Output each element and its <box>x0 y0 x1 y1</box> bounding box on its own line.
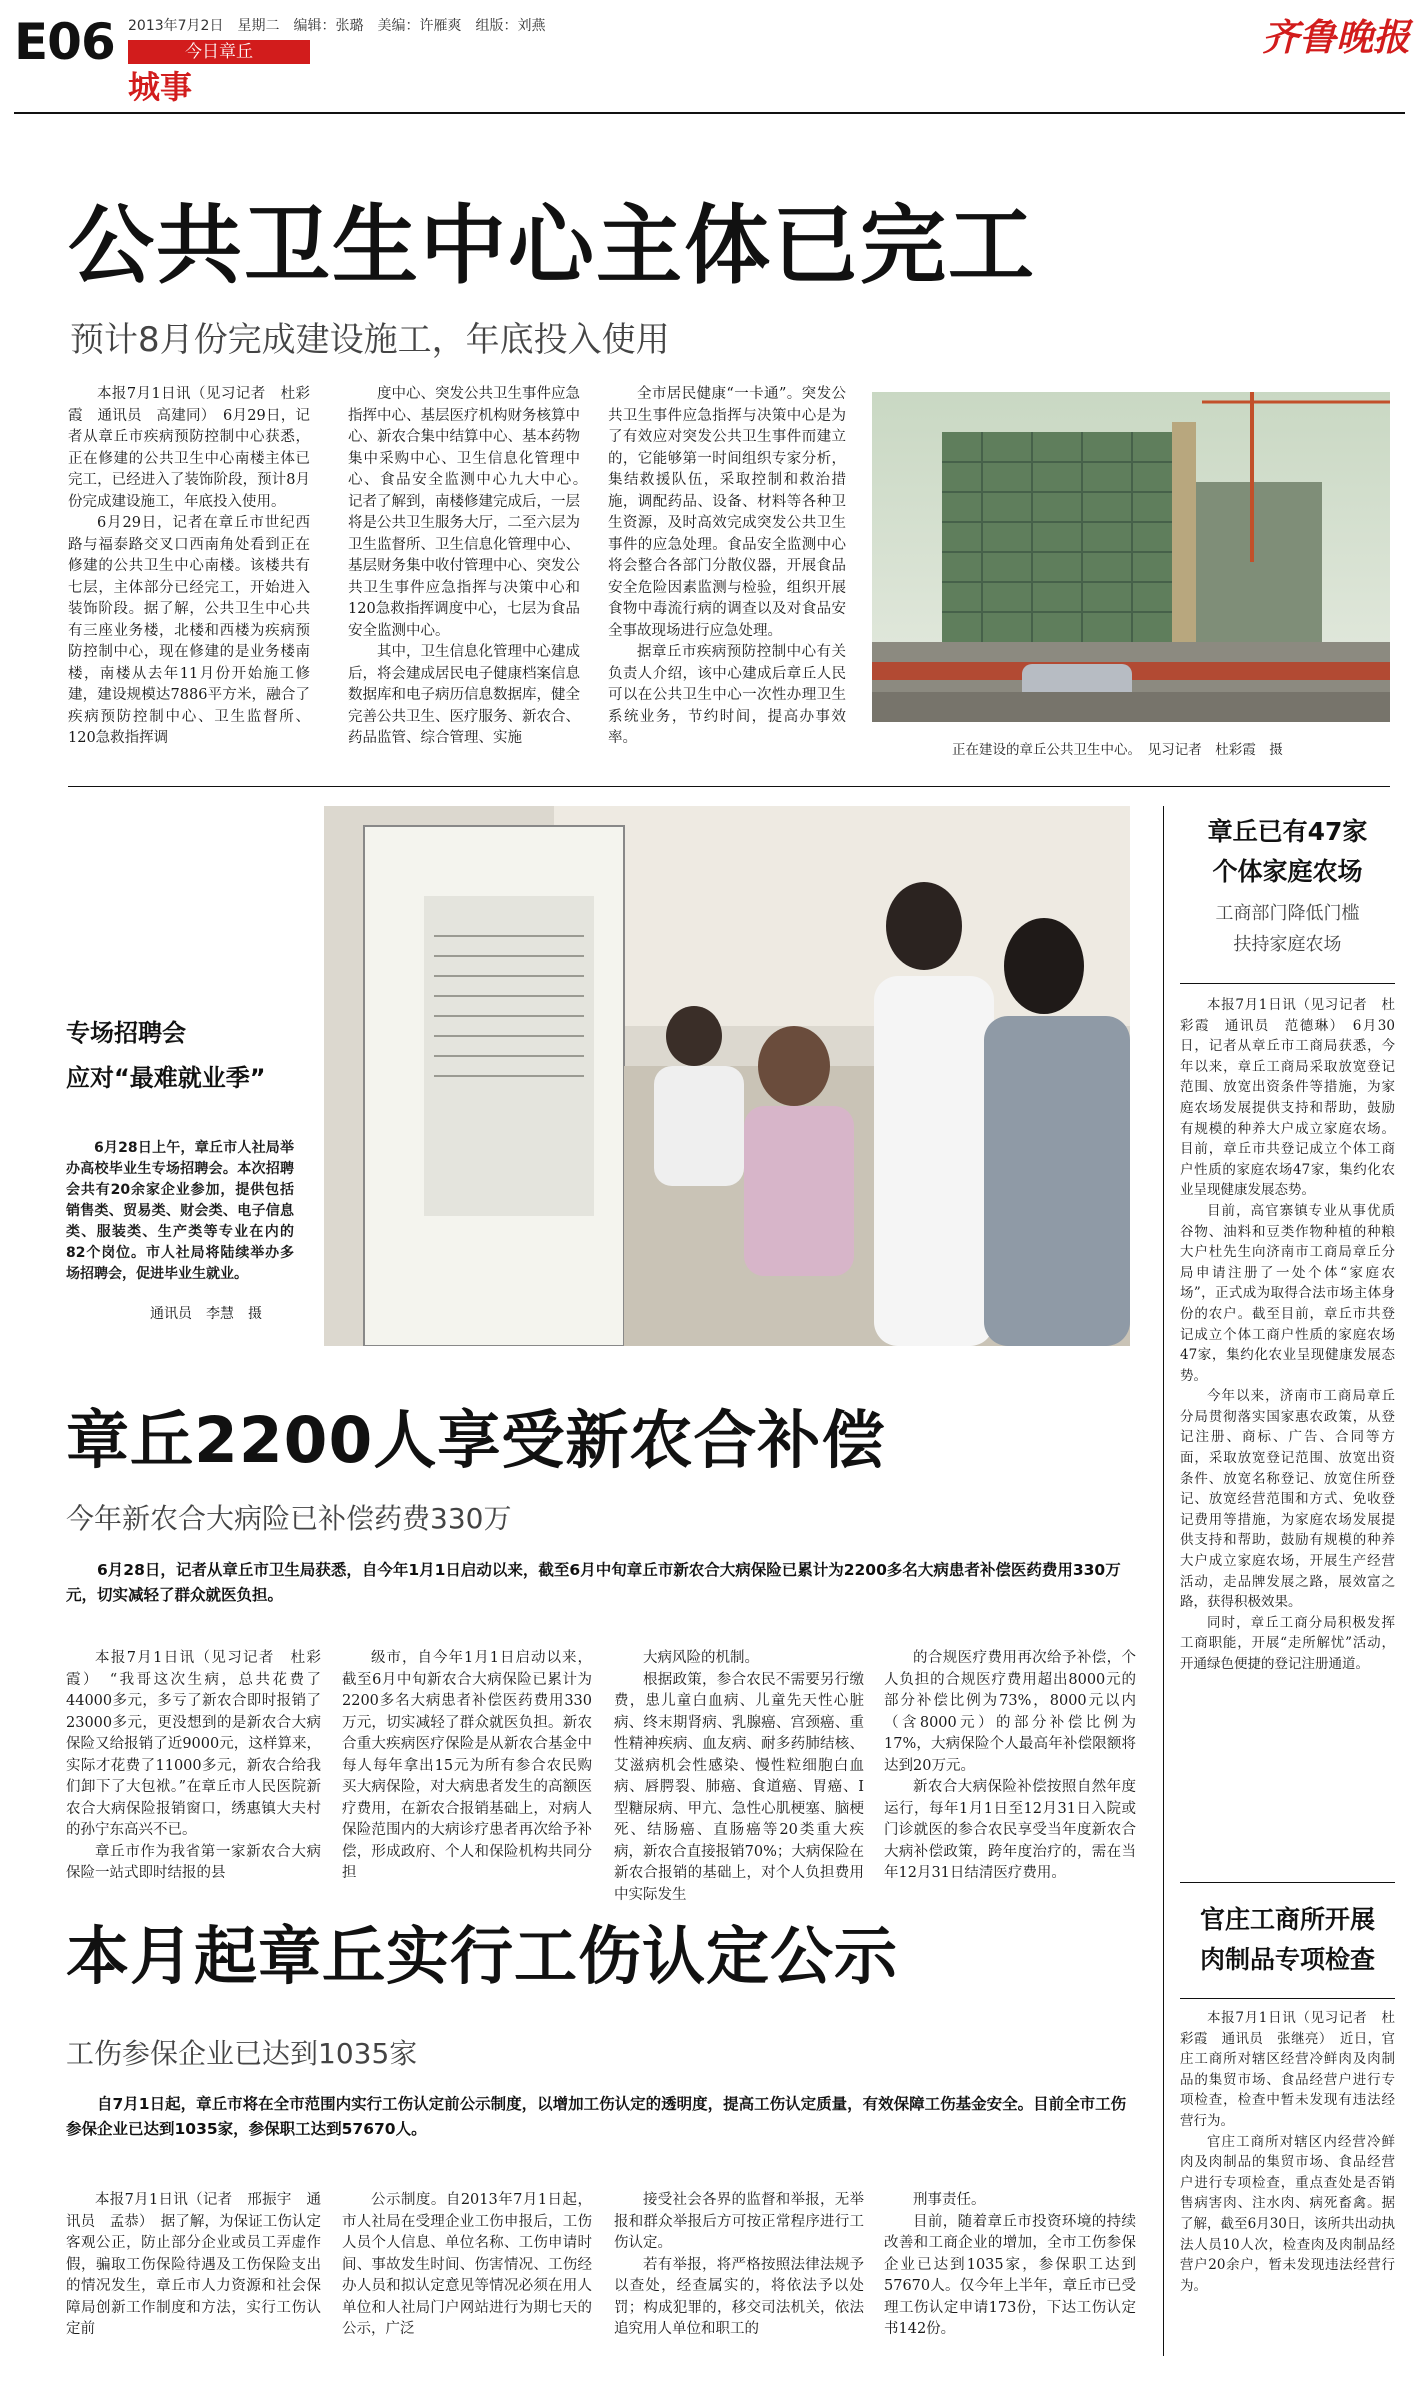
section-name: 城事 <box>128 68 193 106</box>
story3-col3-p1: 接受社会各界的监督和举报，无举报和群众举报后方可按正常程序进行工伤认定。 <box>614 2192 864 2251</box>
story3-col3-p2: 若有举报，将严格按照法律法规予以查处，经查属实的，将依法予以处罚；构成犯罪的，移交司法机关，依法追究用人单位和职工的 <box>614 2256 864 2337</box>
story1-col1-p2: 6月29日，记者在章丘市世纪西路与福泰路交叉口西南角处看到正在修建的公共卫生中心南楼。该楼共有七层，主体部分已经完工，开始进入装饰阶段。据了解，公共卫生中心共有三座业务楼，北楼和西楼为疾病预防控制中心，现在修建的是业务楼南楼，南楼从去年11月份开始施工修建，建设规模达7886平方米，融合了疾病预防控制中心、卫生监督所、120急救指挥调 <box>68 515 310 746</box>
story3-lead: 自7月1日起，章丘市将在全市范围内实行工伤认定前公示制度，以增加工伤认定的透明度，提高工伤认定质量，有效保障工伤基金安全。目前全市工伤参保企业已达到1035家，参保职工达到57670人。 <box>66 2095 1127 2138</box>
story3-col3 <box>614 2190 864 2341</box>
story2-subhead: 今年新农合大病险已补偿药费330万 <box>66 1502 512 1535</box>
story3-subhead: 工伤参保企业已达到1035家 <box>66 2037 418 2070</box>
story1-col1 <box>68 384 310 750</box>
story3-col2-p1: 公示制度。自2013年7月1日起，市人社局在受理企业工伤申报后，工伤人员个人信息、单位名称、工伤申请时间、事故发生时间、伤害情况、工伤经办人员和拟认定意见等情况必须在用人单位和人社局门户网站进行为期七天的公示，广泛 <box>342 2192 592 2337</box>
story1-col3 <box>608 384 846 750</box>
page-code: E06 <box>14 13 115 71</box>
job-fair-credit: 通讯员 李慧 摄 <box>150 1306 262 1322</box>
side2-p1: 本报7月1日讯（见习记者 杜彩霞 通讯员 张继亮） 近日，官庄工商所对辖区经营冷鲜肉及肉制品的集贸市场、食品经营户进行专项检查，检查中暂未发现有违法经营行为。 <box>1180 2010 1395 2129</box>
side1-rule <box>1180 983 1395 984</box>
story1-subhead: 预计8月份完成建设施工，年底投入使用 <box>70 320 670 360</box>
side1-sub-1: 工商部门降低门槛 <box>1215 903 1360 924</box>
story3-headline: 本月起章丘实行工伤认定公示 <box>66 1920 898 1993</box>
side2-rule <box>1180 1998 1395 1999</box>
left-column-divider <box>1163 806 1164 2356</box>
job-fair-text: 6月28日上午，章丘市人社局举办高校毕业生专场招聘会。本次招聘会共有20余家企业参加，提供包括销售类、贸易类、财会类、电子信息类、服装类、生产类等专业在内的82个岗位。市人社局将陆续举办多场招聘会，促进毕业生就业。 <box>66 1140 294 1282</box>
story3-col4 <box>884 2190 1136 2341</box>
story2-col1-p1: 本报7月1日讯（见习记者 杜彩霞） “我哥这次生病，总共花费了44000多元，多亏了新农合即时报销了23000多元，更没想到的是新农合大病保险又给报销了近9000元，这样算来，实际才花费了11000多元，新农合给我们卸下了大包袱。”在章丘市人民医院新农合大病保险报销窗口，绣惠镇大夫村的孙宁东高兴不已。 <box>66 1650 321 1838</box>
side2-top-rule <box>1180 1882 1395 1883</box>
side2-title-1: 官庄工商所开展 <box>1199 1905 1375 1934</box>
story3-col2 <box>342 2190 592 2341</box>
building-construction-image <box>872 392 1390 722</box>
side1-p3: 今年以来，济南市工商局章丘分局贯彻落实国家惠农政策，从登记注册、商标、广告、合同等方面，采取放宽登记范围、放宽出资条件、放宽名称登记、放宽住所登记、放宽经营范围和方式、免收登记费用等措施，为家庭农场发展提供支持和帮助，鼓励有规模的种养大户成立家庭农场，开展生产经营活动，走品牌发展之路，展效富之路，获得积极效果。 <box>1180 1388 1395 1611</box>
story2-col1 <box>66 1648 321 1885</box>
job-fair-title-1: 专场招聘会 <box>66 1019 186 1047</box>
masthead-rule <box>14 112 1405 114</box>
story1-col2 <box>348 384 595 750</box>
story3-col1-p1: 本报7月1日讯（记者 邢振宇 通讯员 孟恭） 据了解，为保证工伤认定客观公正，防止部分企业或员工弄虚作假，骗取工伤保险待遇及工伤保险支出的情况发生，章丘市人力资源和社会保障局创新工作制度和方法，实行工伤认定前 <box>66 2192 321 2337</box>
story1-col2-p2: 其中，卫生信息化管理中心建成后，将会建成居民电子健康档案信息数据库和电子病历信息数据库，健全完善公共卫生、医疗服务、新农合、药品监管、综合管理、实施 <box>348 644 580 746</box>
story3-col4-p1: 刑事责任。 <box>913 2192 986 2208</box>
side1-p2: 目前，高官寨镇专业从事优质谷物、油料和豆类作物种植的种粮大户杜先生向济南市工商局章丘分局申请注册了一处个体“家庭农场”，正式成为取得合法市场主体身份的农户。截至目前，章丘市共登记成立个体工商户性质的家庭农场47家，集约化农业呈现健康发展态势。 <box>1180 1202 1395 1384</box>
side1-p1: 本报7月1日讯（见习记者 杜彩霞 通讯员 范德琳） 6月30日，记者从章丘市工商局获悉，今年以来，章丘工商局采取放宽登记范围、放宽出资条件等措施，为家庭农场发展提供支持和帮助，鼓励有规模的种养大户成立家庭农场。目前，章丘市共登记成立个体工商户性质的家庭农场47家，集约化农业呈现健康发展态势。 <box>1180 997 1395 1199</box>
story3-col4-p2: 目前，随着章丘市投资环境的持续改善和工商企业的增加，全市工伤参保企业已达到1035家，参保职工达到57670人。仅今年上半年，章丘市已受理工伤认定申请173份，下达工伤认定书142份。 <box>884 2213 1136 2337</box>
side1-p4: 同时，章丘工商分局积极发挥工商职能，开展“走所解忧”活动，开通绿色便捷的登记注册通道。 <box>1180 1614 1395 1672</box>
side2-p2: 官庄工商所对辖区内经营冷鲜肉及肉制品的集贸市场、食品经营户进行专项检查，重点查处是否销售病害肉、注水肉、病死畜禽。据了解，截至6月30日，该所共出动执法人员10人次，检查肉及肉制品经营户20余户，暂未发现违法经营行为。 <box>1180 2133 1395 2294</box>
recruitment-fair-image <box>324 806 1130 1346</box>
story2-col3-p2: 根据政策，参合农民不需要另行缴费，患儿童白血病、儿童先天性心脏病、终末期肾病、乳腺癌、宫颈癌、重性精神疾病、血友病、耐多药肺结核、艾滋病机会性感染、慢性粒细胞白血病、唇腭裂、肺癌、食道癌、胃癌、Ⅰ型糖尿病、甲亢、急性心肌梗塞、脑梗死、结肠癌、直肠癌等20类重大疾病，新农合直接报销70%；大病保险在新农合报销的基础上，对个人负担费用中实际发生 <box>614 1671 864 1903</box>
side2-header <box>1180 1900 1395 1980</box>
job-fair-title-2: 应对“最难就业季” <box>66 1064 266 1092</box>
story2-col3-p1: 大病风险的机制。 <box>643 1650 759 1666</box>
side1-body <box>1180 995 1395 1675</box>
story1-col1-p1: 本报7月1日讯（见习记者 杜彩霞 通讯员 高建同） 6月29日，记者从章丘市疾病预防控制中心获悉，正在修建的公共卫生中心南楼主体已完工，已经进入了装饰阶段，预计8月份完成建设施工，年底投入使用。 <box>68 386 310 510</box>
side2-title-2: 肉制品专项检查 <box>1199 1945 1375 1974</box>
job-fair-photo <box>324 806 1130 1346</box>
story2-col1-p2: 章丘市作为我省第一家新农合大病保险一站式即时结报的县 <box>66 1843 321 1881</box>
story1-photo-caption: 正在建设的章丘公共卫生中心。 见习记者 杜彩霞 摄 <box>952 742 1283 758</box>
story1-bottom-rule <box>68 786 1390 787</box>
story3-col1 <box>66 2190 321 2341</box>
masthead-meta: 2013年7月2日 星期二 编辑：张璐 美编：许雁爽 组版：刘燕 <box>128 18 546 34</box>
story2-col3 <box>614 1648 864 1906</box>
story2-lead: 6月28日，记者从章丘市卫生局获悉，自今年1月1日启动以来，截至6月中旬章丘市新农合大病保险已累计为2200多名大病患者补偿医药费用330万元，切实减轻了群众就医负担。 <box>66 1561 1121 1604</box>
story2-headline: 章丘2200人享受新农合补偿 <box>66 1404 886 1477</box>
story2-col4-p1: 的合规医疗费用再次给予补偿，个人负担的合规医疗费用超出8000元的部分补偿比例为73%，8000元以内（含8000元）的部分补偿比例为17%，大病保险个人最高年补偿限额将达到20万元。 <box>884 1650 1136 1774</box>
side1-title-1: 章丘已有47家 <box>1207 817 1368 846</box>
side1-title-2: 个体家庭农场 <box>1212 857 1363 886</box>
story1-col2-p1: 度中心、突发公共卫生事件应急指挥中心、基层医疗机构财务核算中心、新农合集中结算中心、基本药物集中采购中心、卫生信息化管理中心、食品安全监测中心九大中心。 记者了解到，南楼修建完成后，一层将是公共卫生服务大厅，二至六层为卫生监督所、卫生信息化管理中心、基层财务集中收付管理中心、突发公共卫生事件应急指挥与决策中心和120急救指挥调度中心，七层为食品安全监测中心。 <box>348 386 595 639</box>
story2-col4 <box>884 1648 1136 1885</box>
story1-headline: 公共卫生中心主体已完工 <box>68 196 1036 296</box>
story1-photo <box>872 392 1390 722</box>
section-tag: 今日章丘 <box>128 40 310 64</box>
story1-col3-p2: 据章丘市疾病预防控制中心有关负责人介绍，该中心建成后章丘人民可以在公共卫生中心一次性办理卫生系统业务，节约时间，提高办事效率。 <box>608 644 846 746</box>
story2-col4-p2: 新农合大病保险补偿按照自然年度运行，每年1月1日至12月31日入院或门诊就医的参合农民享受当年度新农合大病补偿政策，跨年度治疗的，需在当年12月31日结清医疗费用。 <box>884 1779 1136 1881</box>
side2-body <box>1180 2008 1395 2296</box>
brand-logo: 齐鲁晚报 <box>1262 15 1410 59</box>
side1-header <box>1180 812 1395 960</box>
story2-col2 <box>342 1648 592 1885</box>
story2-col2-p1: 级市，自今年1月1日启动以来，截至6月中旬新农合大病保险已累计为2200多名大病患者补偿医药费用330万元，切实减轻了群众就医负担。新农合重大疾病医疗保险是从新农合基金中每人每年拿出15元为所有参合农民购买大病保险，对大病患者发生的高额医疗费用，在新农合报销基础上，对病人保险范围内的大病诊疗患者再次给予补偿，形成政府、个人和保险机构共同分担 <box>342 1650 592 1881</box>
side1-sub-2: 扶持家庭农场 <box>1233 934 1342 955</box>
story1-col3-p1: 全市居民健康“一卡通”。突发公共卫生事件应急指挥与决策中心是为了有效应对突发公共卫生事件而建立的，它能够第一时间组织专家分析，集结救援队伍，采取控制和救治措施，调配药品、设备、材料等各种卫生资源，及时高效完成突发公共卫生事件的应急处理。食品安全监测中心将会整合各部门分散仪器，开展食品安全危险因素监测与检验，组织开展食物中毒流行病的调查以及对食品安全事故现场进行应急处理。 <box>608 386 846 639</box>
